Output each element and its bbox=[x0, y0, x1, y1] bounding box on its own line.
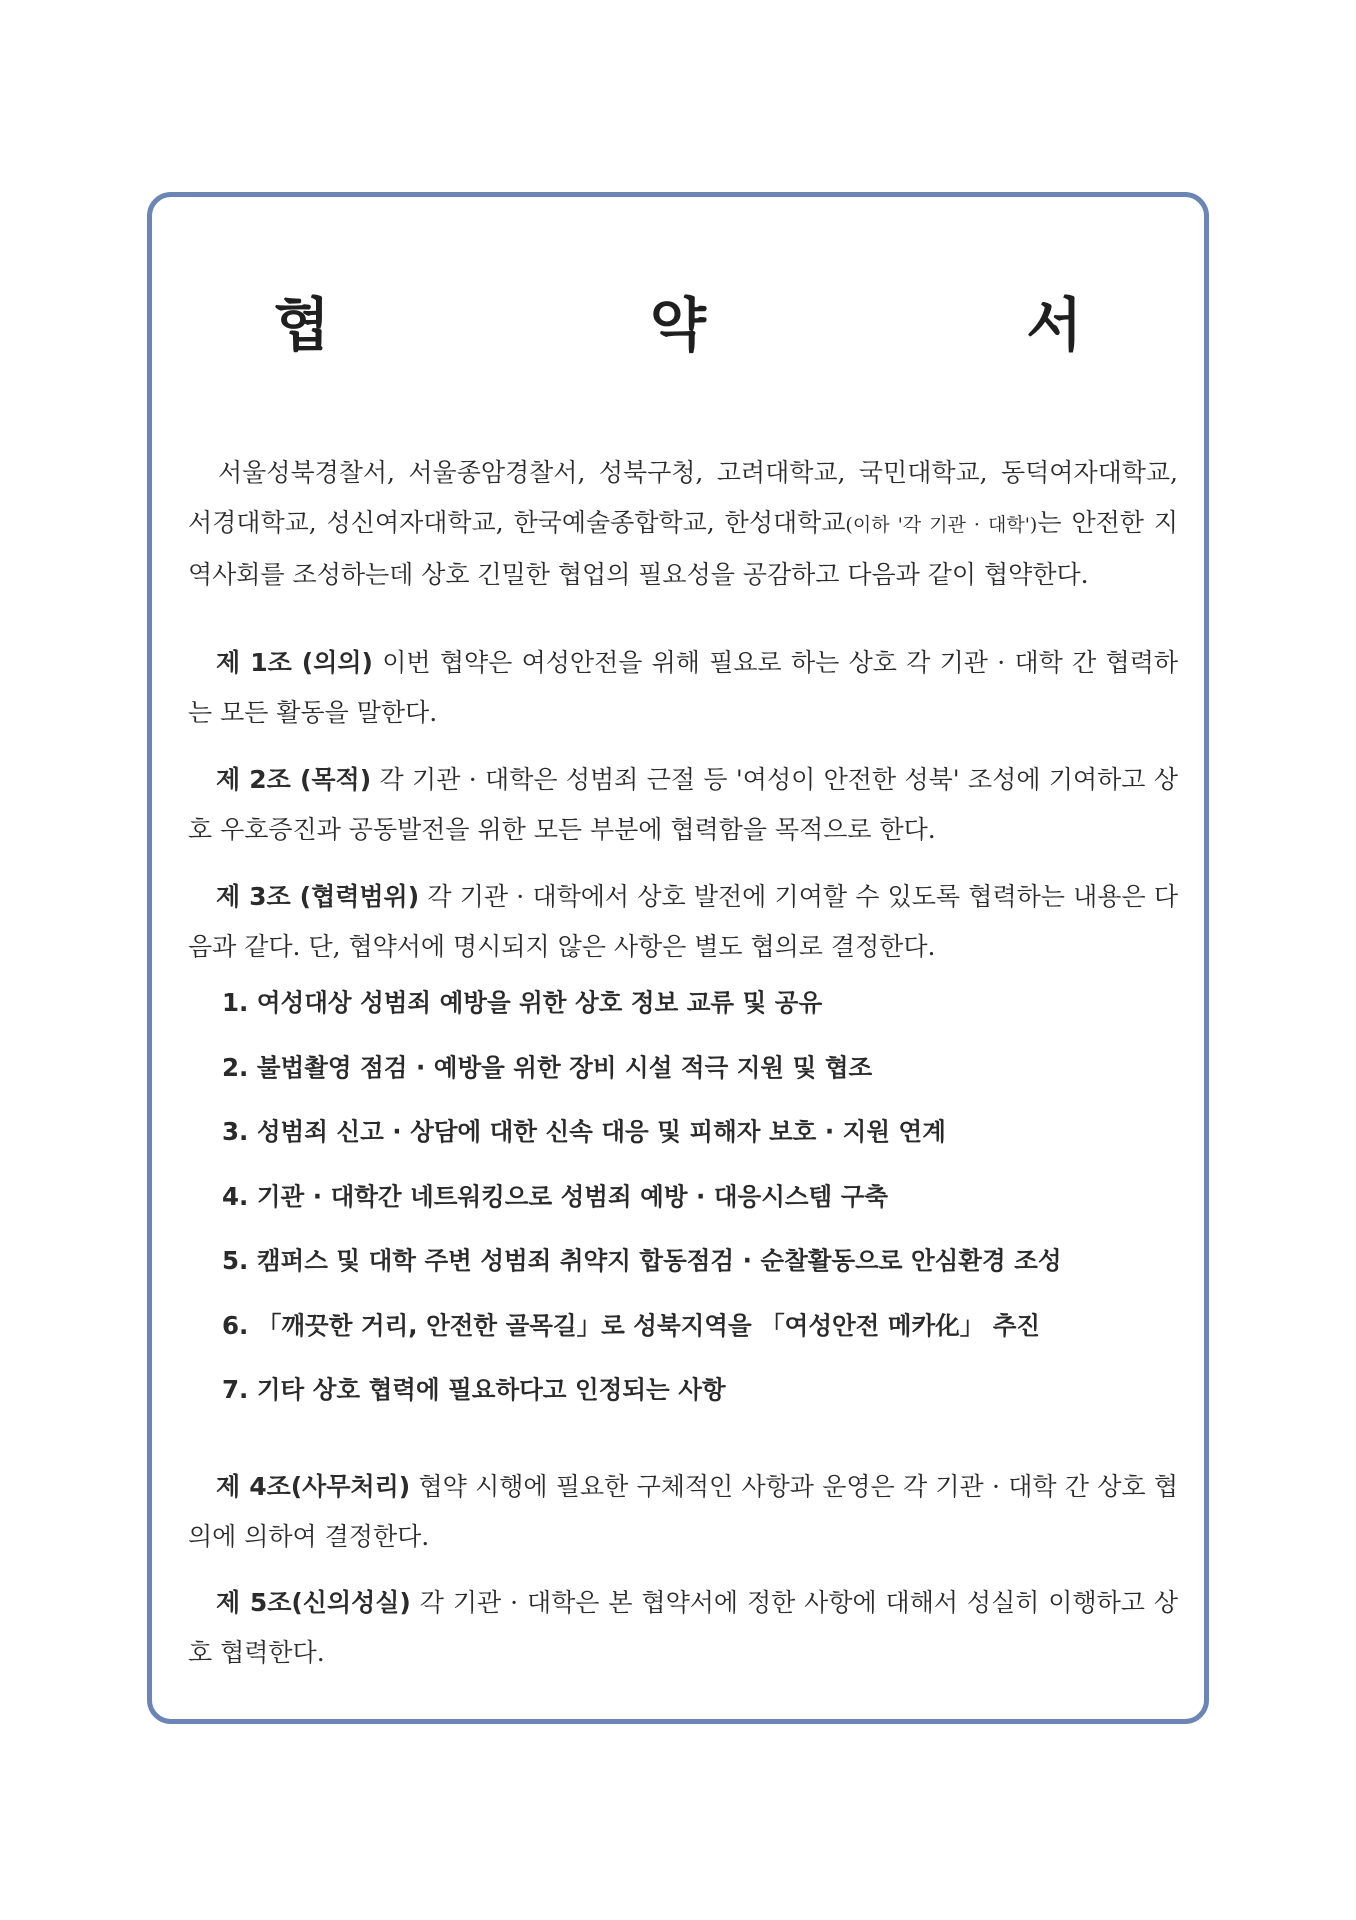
scope-item-5: 5. 캠퍼스 및 대학 주변 성범죄 취약지 합동점검 · 순찰활동으로 안심환경 조성 bbox=[222, 1246, 1062, 1275]
article-4-heading: 제 4조(사무처리) bbox=[216, 1472, 411, 1501]
article-1 bbox=[188, 638, 1178, 738]
scope-item-7: 7. 기타 상호 협력에 필요하다고 인정되는 사항 bbox=[222, 1375, 726, 1404]
article-2-body: 각 기관 · 대학은 성범죄 근절 등 '여성이 안전한 성북' 조성에 기여하고 상호 우호증진과 공동발전을 위한 모든 부분에 협력함을 목적으로 한다. bbox=[188, 765, 1178, 844]
cooperation-scope-list bbox=[222, 978, 1182, 1430]
scope-item-2: 2. 불법촬영 점검 · 예방을 위한 장비 시설 적극 지원 및 협조 bbox=[222, 1052, 873, 1082]
article-4 bbox=[188, 1462, 1178, 1562]
article-5 bbox=[188, 1578, 1178, 1678]
article-2 bbox=[188, 755, 1178, 855]
intro-paragraph bbox=[188, 448, 1178, 600]
article-2-heading: 제 2조 (목적) bbox=[216, 765, 372, 794]
article-3-body: 각 기관 · 대학에서 상호 발전에 기여할 수 있도록 협력하는 내용은 다음과 같다. 단, 협약서에 명시되지 않은 사항은 별도 협의로 결정한다. bbox=[188, 882, 1178, 961]
article-5-heading: 제 5조(신의성실) bbox=[216, 1588, 411, 1617]
intro-text: 서울성북경찰서, 서울종암경찰서, 성북구청, 고려대학교, 국민대학교, 동덕여자대학교, 서경대학교, 성신여자대학교, 한국예술종합학교, 한성대학교 bbox=[188, 458, 1178, 537]
scope-item-6: 6. 「깨끗한 거리, 안전한 골목길」로 성북지역을 「여성안전 메카化」 추진 bbox=[222, 1310, 1041, 1340]
article-1-body: 이번 협약은 여성안전을 위해 필요로 하는 상호 각 기관 · 대학 간 협력하는 모든 활동을 말한다. bbox=[188, 648, 1178, 727]
article-3-heading: 제 3조 (협력범위) bbox=[216, 882, 420, 911]
scope-item-1: 1. 여성대상 성범죄 예방을 위한 상호 정보 교류 및 공유 bbox=[222, 988, 823, 1017]
intro-note: (이하 '각 기관 · 대학') bbox=[845, 514, 1038, 536]
article-3 bbox=[188, 872, 1178, 972]
scope-item-3: 3. 성범죄 신고 · 상담에 대한 신속 대응 및 피해자 보호 · 지원 연계 bbox=[222, 1117, 946, 1146]
intro-text-end: 는 안전한 지역사회를 조성하는데 상호 긴밀한 협업의 필요성을 공감하고 다음과 같이 협약한다. bbox=[188, 508, 1178, 589]
article-5-body: 각 기관 · 대학은 본 협약서에 정한 사항에 대해서 성실히 이행하고 상호 협력한다. bbox=[188, 1588, 1178, 1667]
scope-item-4: 4. 기관 · 대학간 네트워킹으로 성범죄 예방 · 대응시스템 구축 bbox=[222, 1181, 889, 1211]
article-1-heading: 제 1조 (의의) bbox=[216, 648, 373, 677]
document-title: 협 약 서 bbox=[273, 291, 1233, 359]
article-4-body: 협약 시행에 필요한 구체적인 사항과 운영은 각 기관 · 대학 간 상호 협의에 의하여 결정한다. bbox=[188, 1472, 1178, 1551]
